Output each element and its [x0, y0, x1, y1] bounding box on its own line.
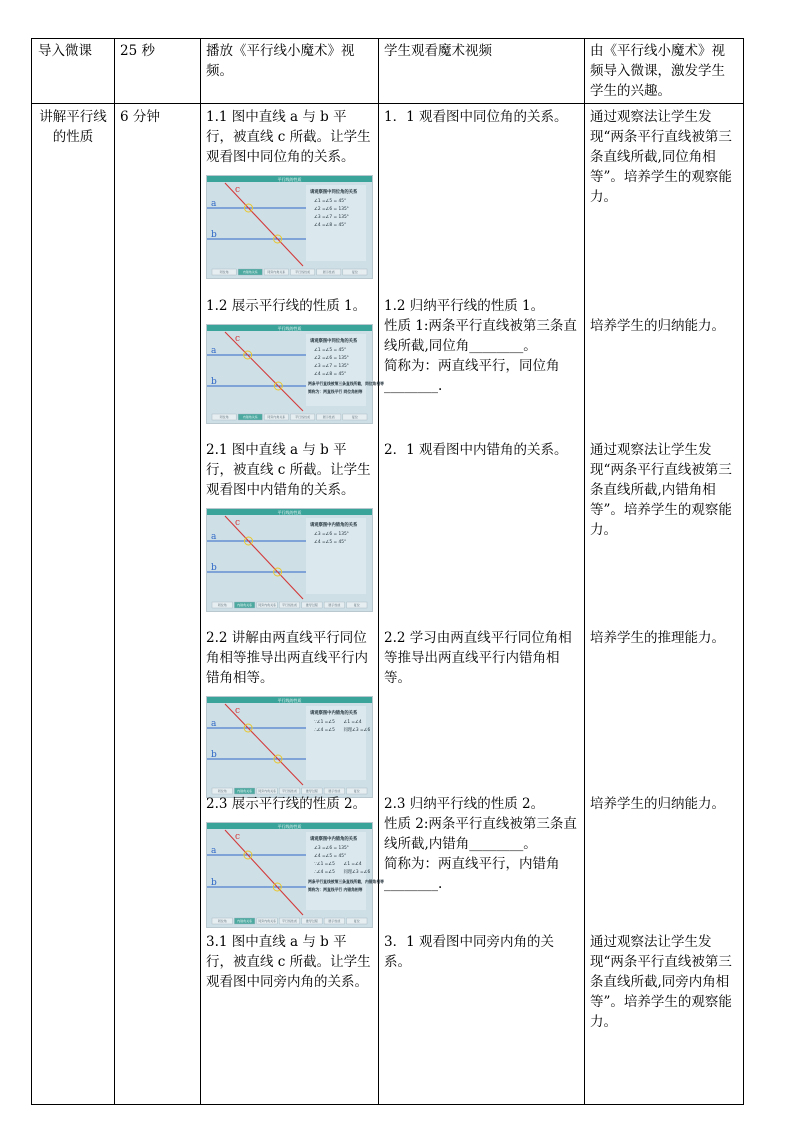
courseware-button[interactable]	[302, 918, 322, 924]
row-intro	[32, 39, 744, 104]
svg-text:复位: 复位	[353, 919, 360, 924]
stage-cell	[32, 104, 115, 1105]
panel-subtitle: 请观察图中同位角的关系	[310, 339, 358, 344]
svg-text:平行线性质: 平行线性质	[295, 415, 311, 420]
angle-relation-text: ∠3 =∠6 = 135°	[314, 846, 349, 851]
property-note: 两条平行直线被第三条直线所截，内错角相等	[308, 879, 384, 884]
svg-text:同旁内角关系: 同旁内角关系	[267, 270, 286, 275]
time-cell	[115, 39, 201, 104]
courseware-button[interactable]	[264, 414, 288, 420]
panel-subtitle: 请观察图中内错角的关系	[310, 837, 358, 842]
courseware-button[interactable]	[291, 414, 315, 420]
angle-relation-text: ∠3 =∠7 = 135°	[314, 364, 349, 369]
label-b: b	[211, 563, 217, 573]
courseware-button[interactable]	[291, 269, 315, 275]
svg-text:复位: 复位	[353, 603, 360, 608]
svg-text:同旁内角关系: 同旁内角关系	[267, 415, 286, 420]
angle-relation-text: ∴∠4 =∠5 同理∠3 =∠6	[314, 870, 371, 875]
svg-text:复位: 复位	[353, 789, 360, 794]
svg-text:展示性质: 展示性质	[322, 270, 335, 275]
courseware-button[interactable]	[257, 918, 277, 924]
courseware-button[interactable]	[212, 269, 236, 275]
purpose-intro: 由《平行线小魔术》视频导入微课，激发学生学生的兴趣。	[590, 43, 725, 99]
courseware-button[interactable]	[347, 918, 367, 924]
svg-text:平行线性质: 平行线性质	[295, 270, 311, 275]
panel-subtitle: 请观察图中内错角的关系	[310, 711, 358, 716]
screen-title: 平行线的性质	[277, 325, 302, 331]
property-note: 两条平行直线被第三条直线所截，同位角相等	[308, 381, 384, 386]
courseware-button[interactable]	[234, 602, 254, 608]
courseware-screenshot	[206, 822, 384, 928]
courseware-button[interactable]	[212, 602, 232, 608]
svg-text:推导过程: 推导过程	[305, 919, 318, 924]
svg-text:同旁内角关系: 同旁内角关系	[258, 789, 277, 794]
svg-text:同位角: 同位角	[219, 415, 229, 420]
label-a: a	[211, 199, 217, 209]
svg-text:同旁内角关系: 同旁内角关系	[258, 603, 277, 608]
angle-relation-text: ∠3 =∠6 = 135°	[314, 532, 349, 537]
svg-text:推导过程: 推导过程	[305, 603, 318, 608]
courseware-button[interactable]	[234, 918, 254, 924]
label-b: b	[211, 750, 217, 760]
courseware-screenshot	[206, 175, 373, 279]
stage-intro: 导入微课	[38, 43, 92, 59]
panel-subtitle: 请观察图中同位角的关系	[310, 190, 358, 195]
purpose-cell	[585, 39, 744, 104]
angle-relation-text: ∠3 =∠7 = 135°	[314, 215, 349, 220]
courseware-button[interactable]	[212, 414, 236, 420]
angle-relation-text: ∠4 =∠8 = 45°	[314, 372, 347, 377]
info-panel	[306, 334, 366, 406]
stage-properties: 讲解平行线的性质	[39, 109, 107, 145]
svg-text:同位角: 同位角	[217, 919, 227, 924]
student-2-2: 2.2 学习由两直线平行同位角相等推导出两直线平行内错角相等。	[384, 630, 572, 686]
screen-title: 平行线的性质	[277, 823, 302, 829]
teacher-3-1: 3.1 图中直线 a 与 b 平行，被直线 c 所截。让学生观看图中同旁内角的关系。	[206, 934, 371, 990]
svg-text:推导过程: 推导过程	[305, 789, 318, 794]
angle-relation-text: ∴∠4 =∠5 同理∠3 =∠6	[314, 728, 371, 733]
label-c: c	[235, 706, 241, 716]
screen-title: 平行线的性质	[277, 176, 302, 182]
courseware-button[interactable]	[238, 414, 262, 420]
teacher-cell	[201, 104, 384, 1105]
time-intro: 25 秒	[120, 43, 155, 59]
student-intro: 学生观看魔术视频	[384, 43, 492, 59]
time-cell	[115, 104, 201, 1105]
student-2-1: 2．1 观看图中内错角的关系。	[384, 442, 568, 458]
courseware-screenshot	[206, 508, 373, 612]
courseware-button[interactable]	[279, 602, 299, 608]
svg-text:平行线性质: 平行线性质	[281, 789, 298, 794]
teacher-2-2: 2.2 讲解由两直线平行同位角相等推导出两直线平行内错角相等。	[206, 630, 368, 686]
teacher-1-2: 1.2 展示平行线的性质 1。	[206, 298, 367, 314]
courseware-button[interactable]	[317, 414, 341, 420]
label-b: b	[211, 230, 217, 240]
property-short: 简称为：两直线平行 内错角相等	[308, 887, 363, 892]
angle-relation-text: ∠2 =∠6 = 135°	[314, 356, 349, 361]
label-c: c	[235, 334, 241, 344]
angle-relation-text: ∵∠1 =∠5 ∠1 =∠4	[314, 720, 362, 725]
label-c: c	[235, 518, 241, 528]
courseware-button[interactable]	[302, 602, 322, 608]
svg-text:平行线性质: 平行线性质	[281, 919, 298, 924]
screen-title: 平行线的性质	[277, 697, 302, 703]
student-cell	[379, 39, 585, 104]
purpose-2-2: 培养学生的推理能力。	[590, 630, 725, 646]
courseware-button[interactable]	[257, 602, 277, 608]
svg-text:展示性质: 展示性质	[328, 919, 341, 924]
svg-text:展示性质: 展示性质	[328, 603, 341, 608]
svg-text:同旁内角关系: 同旁内角关系	[258, 919, 277, 924]
student-2-3: 2.3 归纳平行线的性质 2。 性质 2:两条平行直线被第三条直线所截,内错角________。 简称为：两直线平行，内错角________.	[384, 796, 577, 892]
svg-text:内错角关系: 内错角关系	[242, 270, 258, 275]
teacher-2-1: 2.1 图中直线 a 与 b 平行，被直线 c 所截。让学生观看图中内错角的关系。	[206, 442, 371, 498]
label-c: c	[235, 832, 241, 842]
angle-relation-text: ∠2 =∠6 = 135°	[314, 207, 349, 212]
courseware-button[interactable]	[317, 269, 341, 275]
label-a: a	[211, 846, 217, 856]
panel-subtitle: 请观察图中内错角的关系	[310, 523, 358, 528]
purpose-cell	[585, 104, 744, 1105]
info-panel	[306, 518, 366, 594]
svg-text:复位: 复位	[351, 415, 358, 420]
teacher-1-1: 1.1 图中直线 a 与 b 平行，被直线 c 所截。让学生观看图中同位角的关系。	[206, 109, 371, 165]
angle-relation-text: ∠4 =∠8 = 45°	[314, 223, 347, 228]
purpose-2-1: 通过观察法让学生发现“两条平行直线被第三条直线所截,内错角相等”。培养学生的观察能力。	[590, 442, 732, 538]
angle-relation-text: ∠1 =∠5 = 45°	[314, 348, 347, 353]
angle-relation-text: ∵∠1 =∠5 ∠1 =∠4	[314, 862, 362, 867]
svg-text:内错角关系: 内错角关系	[237, 789, 253, 794]
label-c: c	[235, 185, 241, 195]
svg-text:展示性质: 展示性质	[322, 415, 335, 420]
angle-relation-text: ∠4 =∠5 = 45°	[314, 854, 347, 859]
courseware-button[interactable]	[343, 414, 367, 420]
purpose-3-1: 通过观察法让学生发现“两条平行直线被第三条直线所截,同旁内角相等”。培养学生的观察能力。	[590, 934, 732, 1030]
row-properties	[32, 104, 744, 1105]
svg-text:同位角: 同位角	[217, 789, 227, 794]
courseware-button[interactable]	[279, 918, 299, 924]
courseware-screenshot	[206, 324, 384, 424]
svg-text:同位角: 同位角	[219, 270, 229, 275]
student-1-1: 1．1 观看图中同位角的关系。	[384, 109, 568, 125]
courseware-button[interactable]	[238, 269, 262, 275]
student-cell	[379, 104, 585, 1105]
student-3-1: 3．1 观看图中同旁内角的关系。	[384, 934, 554, 970]
student-1-2: 1.2 归纳平行线的性质 1。 性质 1:两条平行直线被第三条直线所截,同位角________。 简称为：两直线平行，同位角________.	[384, 298, 577, 394]
teacher-cell	[201, 39, 379, 104]
label-b: b	[211, 878, 217, 888]
time-properties: 6 分钟	[120, 109, 160, 125]
courseware-button[interactable]	[264, 269, 288, 275]
svg-text:内错角关系: 内错角关系	[237, 919, 253, 924]
label-a: a	[211, 719, 217, 729]
teacher-2-3: 2.3 展示平行线的性质 2。	[206, 796, 367, 812]
stage-cell	[32, 39, 115, 104]
angle-relation-text: ∠4 =∠5 = 45°	[314, 540, 347, 545]
courseware-screenshot	[206, 696, 373, 798]
svg-text:内错角关系: 内错角关系	[237, 603, 253, 608]
svg-text:复位: 复位	[351, 270, 358, 275]
courseware-button[interactable]	[212, 918, 232, 924]
courseware-button[interactable]	[324, 918, 344, 924]
courseware-button[interactable]	[347, 602, 367, 608]
svg-text:平行线性质: 平行线性质	[281, 603, 298, 608]
purpose-1-1: 通过观察法让学生发现“两条平行直线被第三条直线所截,同位角相等”。培养学生的观察能力。	[590, 109, 732, 205]
label-b: b	[211, 377, 217, 387]
lesson-plan-table	[31, 38, 744, 1105]
property-short: 简称为：两直线平行 同位角相等	[308, 389, 363, 394]
info-panel	[306, 706, 366, 780]
angle-relation-text: ∠1 =∠5 = 45°	[314, 199, 347, 204]
svg-text:同位角: 同位角	[217, 603, 227, 608]
purpose-2-3: 培养学生的归纳能力。	[590, 796, 725, 812]
label-a: a	[211, 346, 217, 356]
teacher-intro: 播放《平行线小魔术》视频。	[206, 43, 355, 79]
courseware-button[interactable]	[324, 602, 344, 608]
svg-text:展示性质: 展示性质	[328, 789, 341, 794]
screen-title: 平行线的性质	[277, 509, 302, 515]
svg-text:内错角关系: 内错角关系	[242, 415, 258, 420]
label-a: a	[211, 532, 217, 542]
courseware-button[interactable]	[343, 269, 367, 275]
purpose-1-2: 培养学生的归纳能力。	[590, 318, 725, 334]
